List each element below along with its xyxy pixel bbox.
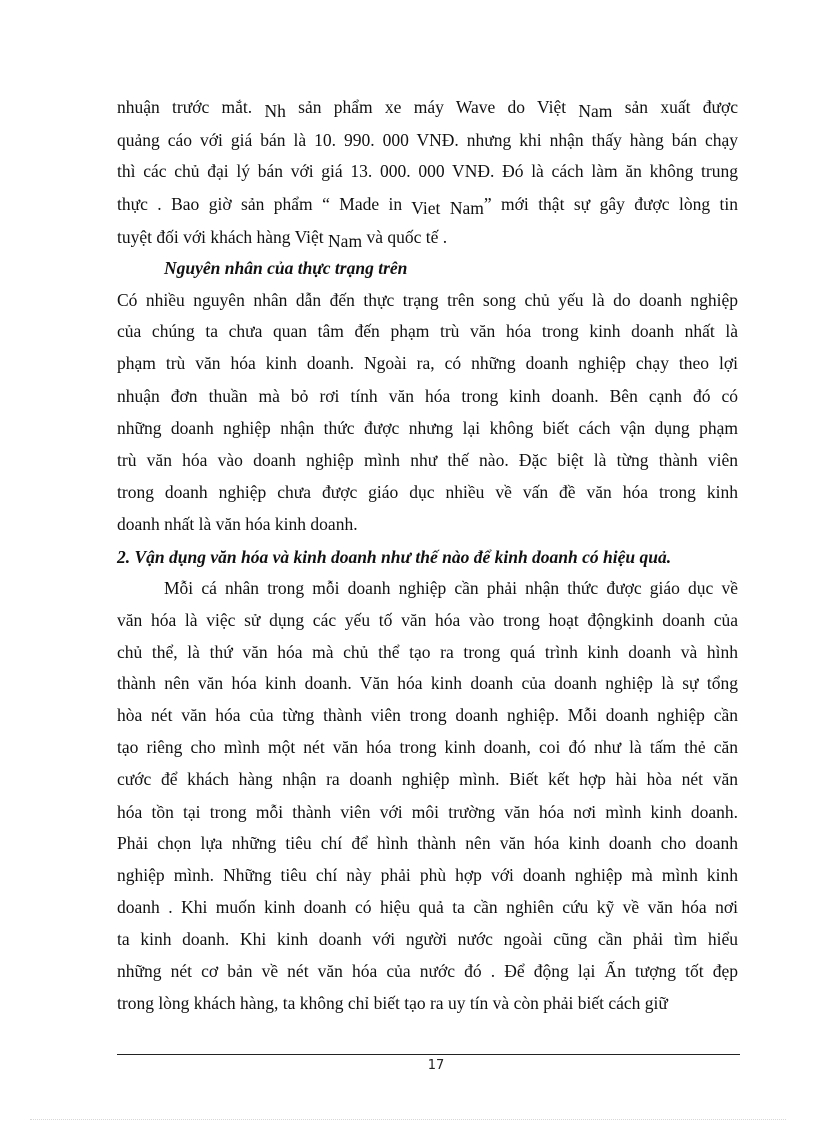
text-line [117,385,738,407]
text-line [117,513,738,535]
text-line [117,417,738,439]
text-line [117,193,738,218]
text-fragment: chủ thể, là thứ văn hóa mà chủ thể tạo ra trong quá trình kinh doanh và hình [117,642,738,662]
text-fragment: thành nên văn hóa kinh doanh. Văn hóa kinh doanh của doanh nghiệp là sự tổng [117,673,738,693]
section-heading [117,546,738,568]
text-fragment: văn hóa là việc sử dụng các yếu tố văn hóa vào trong hoạt độngkinh doanh của [117,610,738,630]
text-line [117,129,738,151]
offset-text-fragment: Nh [264,101,286,121]
page-bottom-edge [30,1119,786,1120]
section-heading [164,257,738,279]
offset-text-fragment: Nam [449,198,484,218]
text-fragment: của chúng ta chưa quan tâm đến phạm trù văn hóa trong kinh doanh nhất là [117,321,738,341]
text-fragment: những nét cơ bản về nét văn hóa của nước đó . Để động lại Ấn tượng tốt đẹp [117,961,738,981]
text-fragment: Mỗi cá nhân trong mỗi doanh nghiệp cần phải nhận thức được giáo dục về [164,578,738,598]
text-line [117,641,738,663]
text-line [164,577,738,599]
offset-text-fragment: Viet [411,198,441,218]
text-line [117,768,738,790]
text-fragment: tuyệt đối với khách hàng Việt [117,227,329,247]
text-fragment: trong doanh nghiệp chưa được giáo dục nhiều về vấn đề văn hóa trong kinh [117,482,738,502]
text-fragment: Phải chọn lựa những tiêu chí để hình thành nên văn hóa kinh doanh cho doanh [117,833,738,853]
text-fragment: ” mới thật sự gây được lòng tin [483,194,738,214]
text-line [117,992,738,1014]
text-fragment: và quốc tế . [362,227,448,247]
text-fragment: trong lòng khách hàng, ta không chỉ biết tạo ra uy tín và còn phải biết cách giữ [117,993,668,1013]
text-fragment: quảng cáo với giá bán là 10. 990. 000 VNĐ. nhưng khi nhận thấy hàng bán chạy [117,130,738,150]
text-fragment: phạm trù văn hóa kinh doanh. Ngoài ra, có những doanh nghiệp chạy theo lợi [117,353,738,373]
text-fragment: 2. Vận dụng văn hóa và kinh doanh như thế nào để kinh doanh có hiệu quả. [117,547,672,567]
text-line [117,320,738,342]
text-fragment: sản xuất được [612,97,738,117]
text-line [117,226,738,251]
text-fragment: Nguyên nhân của thực trạng trên [164,258,408,278]
text-line [117,609,738,631]
text-line [117,928,738,950]
text-line [117,352,738,374]
text-line [117,96,738,121]
text-line [117,704,738,726]
text-fragment: Có nhiều nguyên nhân dẫn đến thực trạng trên song chủ yếu là do doanh nghiệp [117,290,738,310]
text-line [117,960,738,982]
text-fragment: hóa tồn tại trong mỗi thành viên với môi trường văn hóa nơi mình kinh doanh. [117,802,738,822]
offset-text-fragment: Nam [578,101,613,121]
text-fragment: thực . Bao giờ sản phẩm “ Made in [117,194,412,214]
text-fragment [440,194,449,214]
text-line [117,481,738,503]
text-fragment: trù văn hóa vào doanh nghiệp mình như thế nào. Đặc biệt là từng thành viên [117,450,738,470]
text-fragment: cước để khách hàng nhận ra doanh nghiệp mình. Biết kết hợp hài hòa nét văn [117,769,738,789]
text-line [117,289,738,311]
text-fragment: sản phẩm xe máy Wave do Việt [285,97,579,117]
text-line [117,832,738,854]
text-fragment: doanh . Khi muốn kinh doanh có hiệu quả ta cần nghiên cứu kỹ về văn hóa nơi [117,897,738,917]
page-number: 17 [427,1058,445,1073]
text-fragment: nhuận trước mắt. [117,97,265,117]
text-line [117,449,738,471]
offset-text-fragment: Nam [328,231,363,251]
text-fragment: ta kinh doanh. Khi kinh doanh với người nước ngoài cũng cần phải tìm hiểu [117,929,738,949]
footer-divider [117,1054,740,1055]
text-fragment: doanh nhất là văn hóa kinh doanh. [117,514,358,534]
text-fragment: hòa nét văn hóa của từng thành viên trong doanh nghiệp. Mỗi doanh nghiệp cần [117,705,738,725]
text-line [117,896,738,918]
text-line [117,672,738,694]
text-fragment: nhuận đơn thuần mà bỏ rơi tính văn hóa trong kinh doanh. Bên cạnh đó có [117,386,738,406]
text-line [117,736,738,758]
text-line [117,864,738,886]
text-line [117,160,738,182]
text-fragment: những doanh nghiệp nhận thức được nhưng lại không biết cách vận dụng phạm [117,418,738,438]
text-fragment: thì các chủ đại lý bán với giá 13. 000. 000 VNĐ. Đó là cách làm ăn không trung [117,161,738,181]
text-line [117,801,738,823]
text-fragment: tạo riêng cho mình một nét văn hóa trong kinh doanh, coi đó như là tấm thẻ căn [117,737,738,757]
text-fragment: nghiệp mình. Những tiêu chí này phải phù hợp với doanh nghiệp mà mình kinh [117,865,738,885]
